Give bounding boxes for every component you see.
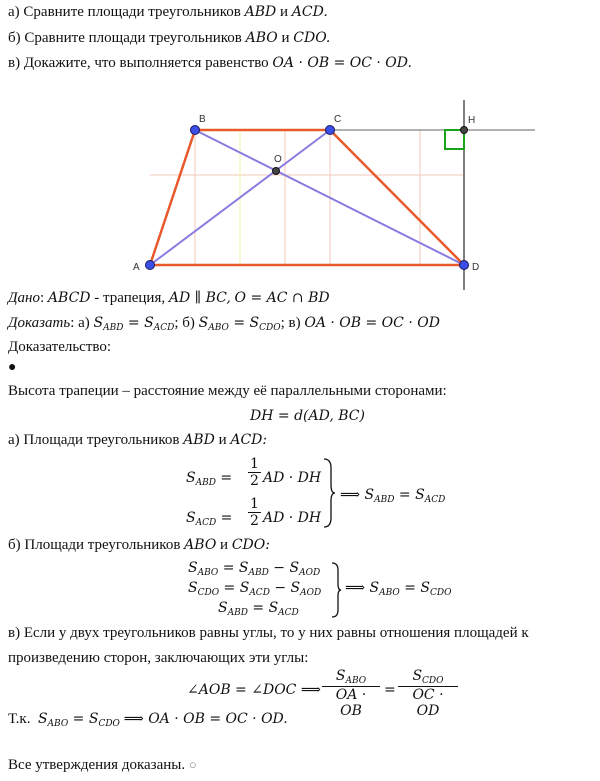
ratio-equals: = <box>384 682 396 698</box>
task-a: а) Сравните площади треугольников ABD и ACD. <box>8 4 328 20</box>
part-c-line1: в) Если у двух треугольников равны углы, то у них равны отношения площадей к <box>8 625 529 641</box>
label-a: A <box>133 262 140 273</box>
trapezoid <box>150 130 464 265</box>
label-d: D <box>472 262 480 273</box>
ad-dh-1: AD · DH <box>263 470 322 486</box>
s-cdo-eq: $S_{CDO} = S_{ACD} - S_{AOD}$ <box>188 580 322 598</box>
result-b: ⟹ $S_{ABO} = S_{CDO}$ <box>345 580 452 598</box>
tk-line: Т.к. $S_{ABO} = S_{CDO}$ ⟹ OA · OB = OC · OD. <box>8 711 288 729</box>
point-c <box>326 126 335 135</box>
height-formula: DH = d(AD, BC) <box>250 408 365 424</box>
label-o: O <box>274 154 282 165</box>
prove-line: Доказать: а) $S_{ABD} = S_{ACD}$; б) $S_{ABO} = S_{CDO}$; в) OA · OB = OC · OD <box>8 315 440 333</box>
final-line: Все утверждения доказаны. ○ <box>8 757 197 773</box>
point-d <box>460 261 469 270</box>
s-abd: $S_{ABD}$ = <box>186 470 233 488</box>
angle-eq: ∠AOB = ∠DOC ⟹ <box>187 682 321 698</box>
part-a-heading: а) Площади треугольников ABD и ACD: <box>8 432 268 448</box>
task-c: в) Докажите, что выполняется равенство OA · OB = OC · OD. <box>8 55 412 71</box>
result-a: ⟹ $S_{ABD} = S_{ACD}$ <box>340 487 446 505</box>
brace-a <box>322 458 336 528</box>
task-b: б) Сравните площади треугольников ABO и CDO. <box>8 30 331 46</box>
brace-b <box>330 562 342 618</box>
s-abo-eq: $S_{ABO} = S_{ABD} - S_{AOD}$ <box>188 560 321 578</box>
half-frac-1: 1 2 <box>250 456 259 489</box>
trapezoid-figure <box>0 95 600 295</box>
point-b <box>191 126 200 135</box>
s-acd: $S_{ACD}$ = <box>186 510 233 528</box>
label-h: H <box>468 115 476 126</box>
height-text: Высота трапеции – расстояние между её параллельными сторонами: <box>8 383 447 399</box>
part-b-heading: б) Площади треугольников ABO и CDO: <box>8 537 270 553</box>
point-a <box>146 261 155 270</box>
point-h <box>461 127 468 134</box>
point-o <box>273 168 280 175</box>
end-mark-icon: ○ <box>188 757 197 772</box>
ratio-abo: $S_{ABO}$ OA · OB <box>322 668 380 719</box>
given-line: Дано: ABCD - трапеция, AD ∥ BC, O = AC ∩ BD <box>8 290 330 306</box>
s-abd-acd-eq: $S_{ABD} = S_{ACD}$ <box>218 600 299 618</box>
ratio-cdo: $S_{CDO}$ OC · OD <box>398 668 458 719</box>
bullet: ● <box>8 360 17 375</box>
part-c-line2: произведению сторон, заключающих эти углы: <box>8 650 309 666</box>
label-c: C <box>334 114 342 125</box>
proof-title: Доказательство: <box>8 339 112 355</box>
grid-lines <box>150 130 465 265</box>
right-angle-marker <box>445 130 464 149</box>
label-b: B <box>199 114 206 125</box>
ad-dh-2: AD · DH <box>263 510 322 526</box>
half-frac-2: 1 2 <box>250 496 259 529</box>
